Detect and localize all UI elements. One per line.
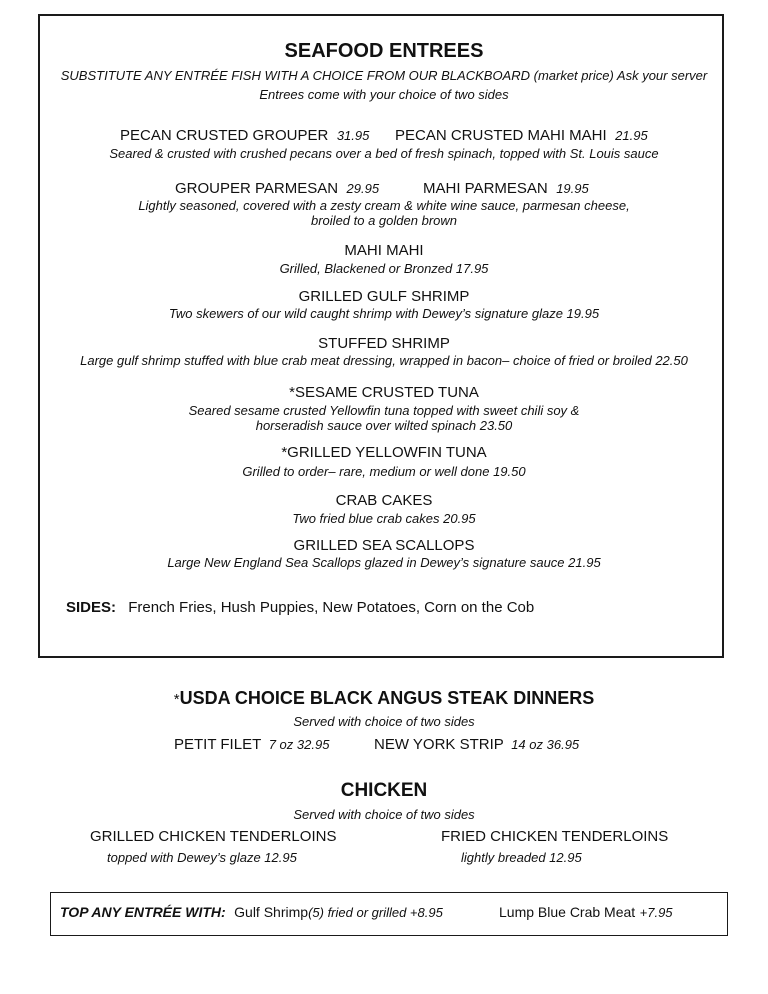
sides-list: French Fries, Hush Puppies, New Potatoes, Corn on the Cob bbox=[128, 599, 535, 616]
item-name: PECAN CRUSTED GROUPER bbox=[120, 127, 329, 144]
item-description: topped with Dewey’s glaze 12.95 bbox=[107, 850, 297, 865]
sides-line: SIDES: French Fries, Hush Puppies, New Potatoes, Corn on the Cob bbox=[66, 599, 535, 616]
menu-item-grouper-parmesan bbox=[175, 180, 379, 198]
steak-note: Served with choice of two sides bbox=[293, 714, 475, 729]
topper-item-price: +7.95 bbox=[639, 905, 673, 920]
item-name: PECAN CRUSTED MAHI MAHI bbox=[395, 127, 607, 144]
menu-item-grilled-yellowfin-tuna: *GRILLED YELLOWFIN TUNA bbox=[281, 444, 487, 461]
seafood-note-substitute: SUBSTITUTE ANY ENTRÉE FISH WITH A CHOICE FROM OUR BLACKBOARD (market price) Ask your server bbox=[60, 68, 708, 83]
item-description: lightly breaded 12.95 bbox=[461, 850, 582, 865]
seafood-note-sides: Entrees come with your choice of two sides bbox=[259, 87, 509, 102]
item-price: 19.95 bbox=[556, 181, 589, 196]
seafood-title: SEAFOOD ENTREES bbox=[284, 40, 484, 62]
steak-title bbox=[0, 688, 768, 709]
item-description: Grilled to order– rare, medium or well done 19.50 bbox=[242, 464, 526, 479]
item-name: GROUPER PARMESAN bbox=[175, 180, 339, 197]
item-price: 29.95 bbox=[346, 181, 380, 196]
item-description: Two skewers of our wild caught shrimp with Dewey’s signature glaze 19.95 bbox=[168, 306, 600, 321]
menu-item-grilled-chicken-tenderloins: GRILLED CHICKEN TENDERLOINS bbox=[90, 828, 337, 845]
item-description: Large gulf shrimp stuffed with blue crab meat dressing, wrapped in bacon– choice of fried or broiled 22.50 bbox=[80, 353, 688, 368]
topper-item-name: Gulf Shrimp bbox=[234, 904, 309, 920]
topper-line bbox=[60, 904, 443, 922]
item-description-line2: broiled to a golden brown bbox=[311, 213, 457, 228]
item-price: 31.95 bbox=[336, 128, 370, 143]
item-price: 7 oz 32.95 bbox=[268, 737, 330, 752]
steak-title-text: USDA CHOICE BLACK ANGUS STEAK DINNERS bbox=[179, 688, 595, 708]
item-description: Two fried blue crab cakes 20.95 bbox=[292, 511, 476, 526]
item-description: Grilled, Blackened or Bronzed 17.95 bbox=[279, 261, 489, 276]
item-name: MAHI PARMESAN bbox=[423, 180, 548, 197]
steak-asterisk: * bbox=[173, 691, 180, 708]
topper-item-detail: (5) fried or grilled +8.95 bbox=[308, 905, 443, 920]
item-description-line2: horseradish sauce over wilted spinach 23.50 bbox=[255, 418, 513, 433]
menu-item-petit-filet bbox=[174, 736, 329, 754]
item-name: NEW YORK STRIP bbox=[374, 736, 504, 753]
item-description: Lightly seasoned, covered with a zesty cream & white wine sauce, parmesan cheese, bbox=[138, 198, 630, 213]
item-description: Seared & crusted with crushed pecans over a bed of fresh spinach, topped with St. Louis sauce bbox=[109, 146, 659, 161]
menu-item-pecan-grouper bbox=[120, 127, 369, 145]
chicken-note: Served with choice of two sides bbox=[293, 807, 475, 822]
menu-item-grilled-gulf-shrimp: GRILLED GULF SHRIMP bbox=[298, 288, 470, 305]
menu-item-sesame-crusted-tuna: *SESAME CRUSTED TUNA bbox=[289, 384, 479, 401]
topper-label: TOP ANY ENTRÉE WITH: bbox=[60, 904, 226, 920]
chicken-title: CHICKEN bbox=[340, 780, 428, 801]
item-price: 14 oz 36.95 bbox=[511, 737, 580, 752]
topper-item-name: Lump Blue Crab Meat bbox=[499, 904, 636, 920]
item-name: PETIT FILET bbox=[174, 736, 262, 753]
menu-item-crab-cakes: CRAB CAKES bbox=[335, 492, 433, 509]
menu-item-mahi-parmesan bbox=[423, 180, 589, 198]
menu-item-fried-chicken-tenderloins: FRIED CHICKEN TENDERLOINS bbox=[441, 828, 669, 845]
menu-item-mahi-mahi: MAHI MAHI bbox=[344, 242, 424, 259]
menu-item-grilled-sea-scallops: GRILLED SEA SCALLOPS bbox=[293, 537, 475, 554]
menu-item-new-york-strip bbox=[374, 736, 579, 754]
item-description: Large New England Sea Scallops glazed in Dewey’s signature sauce 21.95 bbox=[167, 555, 601, 570]
menu-item-stuffed-shrimp: STUFFED SHRIMP bbox=[318, 335, 450, 352]
item-description: Seared sesame crusted Yellowfin tuna topped with sweet chili soy & bbox=[188, 403, 580, 418]
topper-crab bbox=[499, 904, 673, 922]
item-price: 21.95 bbox=[615, 128, 648, 143]
menu-item-pecan-mahi bbox=[395, 127, 648, 145]
sides-label: SIDES bbox=[66, 599, 112, 616]
